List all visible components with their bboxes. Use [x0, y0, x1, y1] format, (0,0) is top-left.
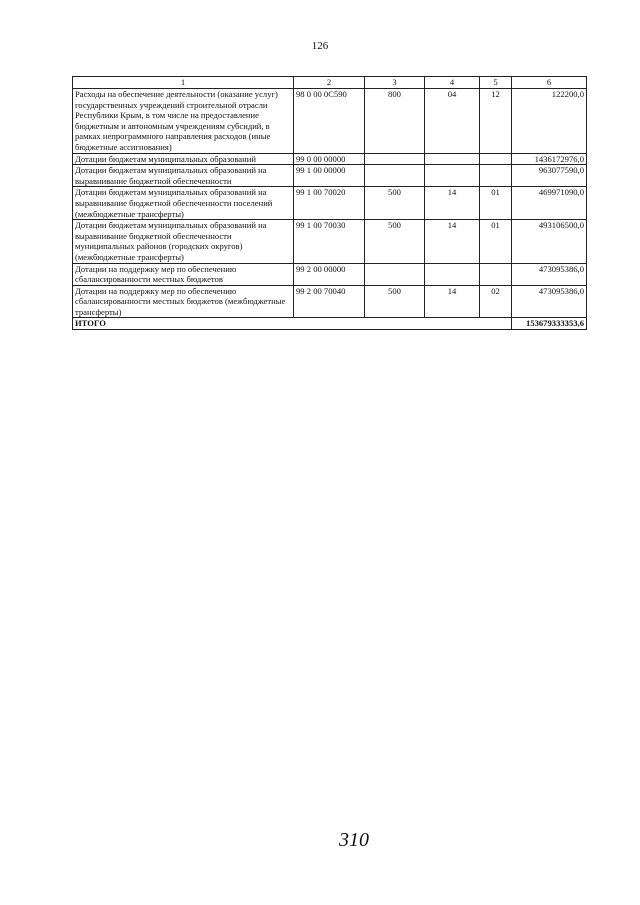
table-row — [73, 285, 587, 318]
row-amount: 122200,0 — [512, 89, 587, 154]
row-code: 99 2 00 00000 — [294, 263, 365, 285]
row-name: Дотации бюджетам муниципальных образований на выравнивание бюджетной обеспеченности — [73, 165, 294, 187]
table-row — [73, 89, 587, 154]
row-name: Дотации на поддержку мер по обеспечению сбалансированности местных бюджетов (межбюджетные трансферты) — [73, 285, 294, 318]
row-col3: 500 — [365, 187, 425, 220]
row-code: 99 1 00 70020 — [294, 187, 365, 220]
row-col3 — [365, 153, 425, 165]
row-col5: 12 — [480, 89, 512, 154]
row-col5 — [480, 165, 512, 187]
row-code: 98 0 00 0С590 — [294, 89, 365, 154]
row-col5 — [480, 263, 512, 285]
row-amount: 469971090,0 — [512, 187, 587, 220]
row-col4 — [425, 153, 480, 165]
total-label: ИТОГО — [73, 318, 512, 330]
row-col4: 14 — [425, 285, 480, 318]
row-col4 — [425, 165, 480, 187]
header-row — [73, 77, 587, 89]
row-amount: 963077590,0 — [512, 165, 587, 187]
row-col5 — [480, 153, 512, 165]
budget-table — [72, 76, 587, 330]
total-row — [73, 318, 587, 330]
row-col3: 500 — [365, 285, 425, 318]
row-code: 99 2 00 70040 — [294, 285, 365, 318]
row-code: 99 0 00 00000 — [294, 153, 365, 165]
row-col4: 14 — [425, 187, 480, 220]
header-col-4: 4 — [425, 77, 480, 89]
row-name: Дотации бюджетам муниципальных образований на выравнивание бюджетной обеспеченности муниципальных районов (городских округов) (межбюджетные трансферты) — [73, 220, 294, 263]
row-col5: 02 — [480, 285, 512, 318]
row-code: 99 1 00 00000 — [294, 165, 365, 187]
row-amount: 473095386,0 — [512, 285, 587, 318]
row-amount: 493106500,0 — [512, 220, 587, 263]
row-col3: 800 — [365, 89, 425, 154]
row-col5: 01 — [480, 187, 512, 220]
header-col-6: 6 — [512, 77, 587, 89]
table-row — [73, 187, 587, 220]
row-col4 — [425, 263, 480, 285]
row-name: Дотации бюджетам муниципальных образований — [73, 153, 294, 165]
header-col-5: 5 — [480, 77, 512, 89]
row-col5: 01 — [480, 220, 512, 263]
row-amount: 473095386,0 — [512, 263, 587, 285]
header-col-1: 1 — [73, 77, 294, 89]
header-col-2: 2 — [294, 77, 365, 89]
row-name: Дотации бюджетам муниципальных образований на выравнивание бюджетной обеспеченности поселений (межбюджетные трансферты) — [73, 187, 294, 220]
row-col3 — [365, 165, 425, 187]
table-row — [73, 165, 587, 187]
row-code: 99 1 00 70030 — [294, 220, 365, 263]
table-row — [73, 153, 587, 165]
row-col4: 04 — [425, 89, 480, 154]
table-row — [73, 263, 587, 285]
row-col4: 14 — [425, 220, 480, 263]
header-col-3: 3 — [365, 77, 425, 89]
handwritten-page-number: 310 — [339, 829, 369, 851]
row-amount: 1436172976,0 — [512, 153, 587, 165]
row-col3: 500 — [365, 220, 425, 263]
page-number: 126 — [311, 40, 329, 52]
table-row — [73, 220, 587, 263]
row-name: Расходы на обеспечение деятельности (оказание услуг) государственных учреждений строительной отрасли Республики Крым, в том числе на предоставление бюджетным и автономным учреждениям субсидий, в рамках непрограммного направления расходов (иные бюджетные ассигнования) — [73, 89, 294, 154]
row-col3 — [365, 263, 425, 285]
total-amount: 153679333353,6 — [512, 318, 587, 330]
row-name: Дотации на поддержку мер по обеспечению сбалансированности местных бюджетов — [73, 263, 294, 285]
